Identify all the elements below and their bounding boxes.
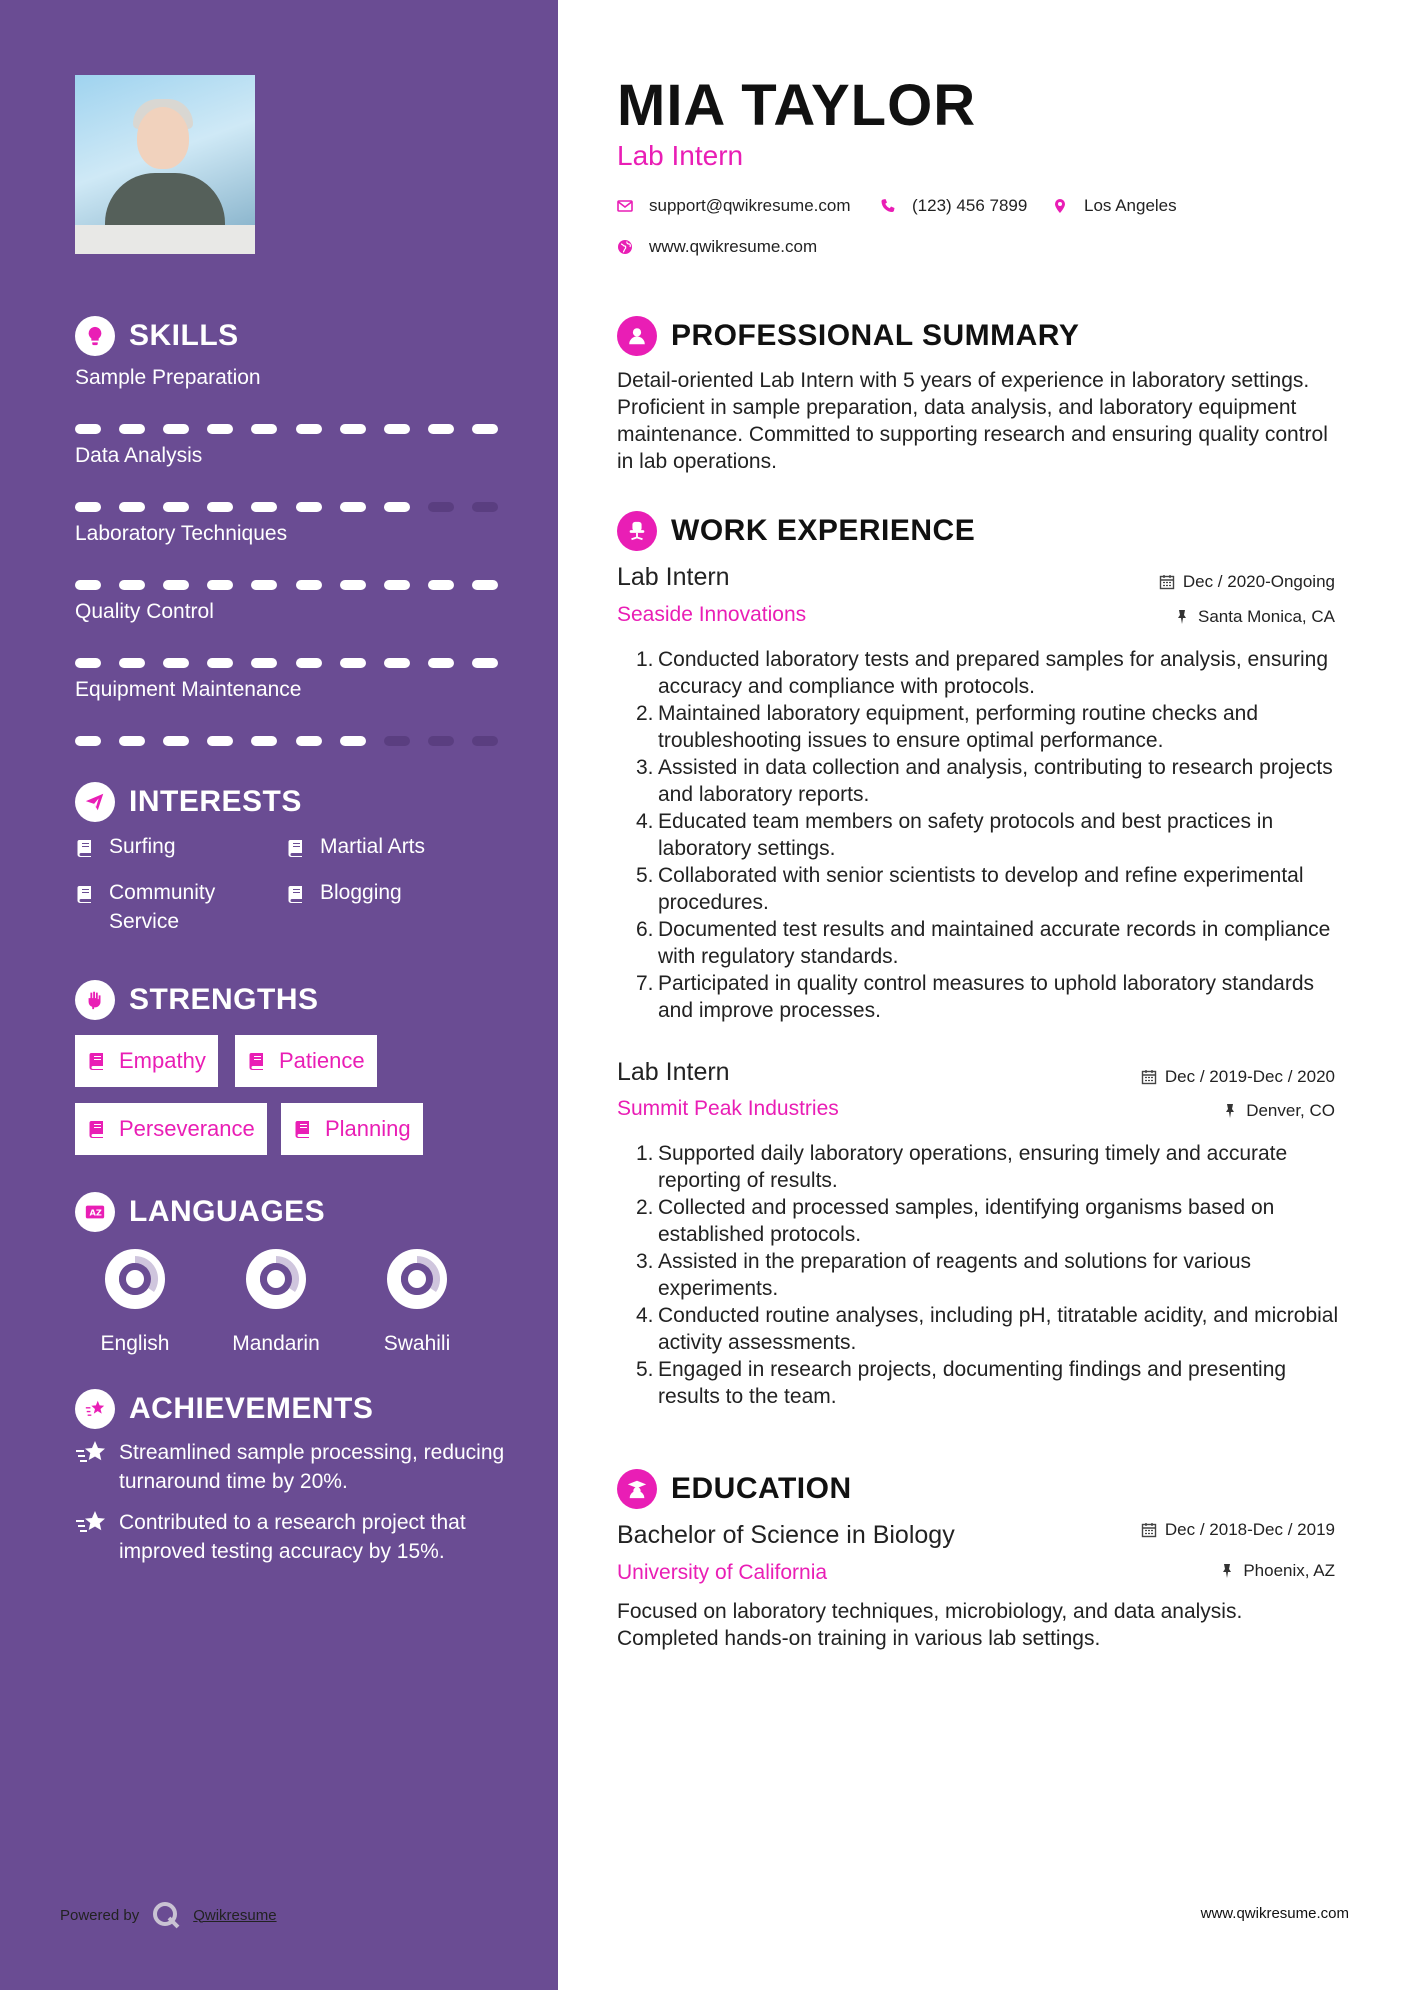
language-item: English — [75, 1248, 195, 1356]
skill-level-bar — [75, 424, 498, 434]
book-icon — [293, 1119, 313, 1139]
skill-level-dash — [296, 580, 322, 590]
skill-level-dash — [428, 424, 454, 434]
skill-level-dash — [207, 502, 233, 512]
globe-icon — [617, 239, 633, 255]
job-bullet: 5. Collaborated with senior scientists to develop and refine experimental procedures. — [636, 864, 1304, 914]
skill-level-dash — [384, 736, 410, 746]
skill-level-dash — [119, 580, 145, 590]
user-icon — [617, 316, 657, 356]
achievement-item: Streamlined sample processing, reducing turnaround time by 20%. — [75, 1438, 505, 1496]
job-bullet: 4. Conducted routine analyses, including pH, titratable acidity, and microbial activity assessments. — [636, 1304, 1339, 1354]
job-bullet: 2. Maintained laboratory equipment, performing routine checks and troubleshooting issues to ensure optimal performance. — [636, 702, 1259, 752]
profile-photo — [75, 75, 255, 254]
job-bullet: 6. Documented test results and maintained accurate records in compliance with regulatory standards. — [636, 918, 1331, 968]
skill-item: Laboratory Techniques — [75, 522, 498, 590]
interest-item: Blogging — [286, 878, 496, 912]
achievements-heading: ACHIEVEMENTS — [75, 1389, 373, 1429]
education-location: Phoenix, AZ — [1219, 1561, 1335, 1581]
strength-badge: Patience — [235, 1035, 377, 1087]
envelope-icon — [617, 198, 633, 214]
skill-level-dash — [428, 658, 454, 668]
book-icon — [87, 1051, 107, 1071]
language-item: Mandarin — [216, 1248, 336, 1356]
degree-title: Bachelor of Science in Biology — [617, 1521, 955, 1549]
skill-level-dash — [163, 736, 189, 746]
skill-level-dash — [340, 658, 366, 668]
skill-level-dash — [472, 658, 498, 668]
skill-level-dash — [75, 580, 101, 590]
strength-badge: Planning — [281, 1103, 423, 1155]
job-bullet: 7. Participated in quality control measures to uphold laboratory standards and improve processes. — [636, 972, 1315, 1022]
skill-level-dash — [207, 658, 233, 668]
strength-badge: Empathy — [75, 1035, 218, 1087]
email-contact[interactable]: support@qwikresume.com — [617, 196, 851, 216]
languages-heading: A Z LANGUAGES — [75, 1192, 325, 1232]
job-dates: Dec / 2020-Ongoing — [1159, 572, 1335, 592]
job-location: Santa Monica, CA — [1174, 607, 1335, 627]
skill-level-dash — [75, 658, 101, 668]
skill-level-dash — [119, 658, 145, 668]
phone-icon — [880, 198, 896, 214]
language-item: Swahili — [357, 1248, 477, 1356]
skill-level-dash — [75, 736, 101, 746]
skill-level-dash — [340, 502, 366, 512]
skill-level-dash — [384, 580, 410, 590]
summary-text: Detail-oriented Lab Intern with 5 years of experience in laboratory settings. Proficient in sample preparation, data analysis, and laboratory equipment maintenance. Committed to supporting research and ensuring quality control in lab operations. — [617, 369, 1328, 473]
education-text: Focused on laboratory techniques, microbiology, and data analysis. Completed hands-on training in various lab settings. — [617, 1600, 1243, 1650]
office-chair-icon — [617, 511, 657, 551]
job-dates: Dec / 2019-Dec / 2020 — [1141, 1067, 1335, 1087]
calendar-icon — [1159, 574, 1175, 590]
job-bullet: 1. Conducted laboratory tests and prepared samples for analysis, ensuring accuracy and compliance with protocols. — [636, 648, 1329, 698]
achievement-item: Contributed to a research project that improved testing accuracy by 15%. — [75, 1508, 505, 1566]
skill-level-dash — [296, 502, 322, 512]
shooting-star-icon — [75, 1440, 107, 1496]
location-contact: Los Angeles — [1052, 196, 1177, 216]
skill-level-dash — [207, 424, 233, 434]
skill-level-dash — [296, 736, 322, 746]
skill-level-dash — [163, 502, 189, 512]
footer-website-link[interactable]: www.qwikresume.com — [1200, 1905, 1349, 1922]
skill-level-dash — [472, 736, 498, 746]
skill-level-dash — [207, 736, 233, 746]
skill-level-dash — [251, 736, 277, 746]
shooting-star-icon — [75, 1510, 107, 1566]
qwikresume-link[interactable]: Qwikresume — [193, 1906, 277, 1924]
svg-text:Z: Z — [95, 1207, 103, 1218]
skill-level-dash — [384, 502, 410, 512]
experience-heading: WORK EXPERIENCE — [617, 511, 975, 551]
job-bullet: 4. Educated team members on safety protocols and best practices in laboratory settings. — [636, 810, 1274, 860]
interest-item: Martial Arts — [286, 832, 496, 866]
job-bullets — [636, 1140, 1346, 1410]
skill-level-dash — [472, 424, 498, 434]
job-bullet: 3. Assisted in the preparation of reagents and solutions for various experiments. — [636, 1250, 1252, 1300]
skill-item: Quality Control — [75, 600, 498, 668]
skill-level-dash — [472, 580, 498, 590]
skill-item: Equipment Maintenance — [75, 678, 498, 746]
job-location: Denver, CO — [1222, 1101, 1335, 1121]
skill-level-bar — [75, 736, 498, 746]
job-title: Lab Intern — [617, 1058, 730, 1086]
job-bullet: 2. Collected and processed samples, identifying organisms based on established protocols. — [636, 1196, 1275, 1246]
svg-text:A: A — [89, 1207, 97, 1218]
school-name: University of California — [617, 1561, 828, 1584]
job-bullets — [636, 646, 1346, 1024]
skill-item: Sample Preparation — [75, 366, 498, 434]
strengths-heading: STRENGTHS — [75, 980, 319, 1020]
job-bullet: 5. Engaged in research projects, documenting findings and presenting results to the team. — [636, 1358, 1287, 1408]
skill-level-dash — [251, 502, 277, 512]
skill-level-dash — [340, 424, 366, 434]
strength-badge: Perseverance — [75, 1103, 267, 1155]
skill-item: Data Analysis — [75, 444, 498, 512]
skill-level-dash — [119, 502, 145, 512]
book-icon — [286, 837, 306, 866]
calendar-icon — [1141, 1069, 1157, 1085]
company-name: Seaside Innovations — [617, 603, 807, 626]
shooting-star-icon — [75, 1389, 115, 1429]
skill-level-dash — [251, 580, 277, 590]
qwikresume-logo-icon — [151, 1900, 181, 1930]
skill-level-dash — [119, 736, 145, 746]
book-icon — [75, 837, 95, 866]
skill-level-dash — [340, 580, 366, 590]
job-title: Lab Intern — [617, 563, 730, 591]
calendar-icon — [1141, 1522, 1157, 1538]
graduate-icon — [617, 1469, 657, 1509]
candidate-name: MIA TAYLOR — [617, 73, 977, 138]
skill-level-dash — [163, 658, 189, 668]
interests-heading: INTERESTS — [75, 782, 302, 822]
book-icon — [75, 883, 95, 936]
map-pin-icon — [1052, 198, 1068, 214]
language-proficiency-ring — [245, 1248, 307, 1310]
education-heading: EDUCATION — [617, 1469, 852, 1509]
skill-level-dash — [296, 424, 322, 434]
fist-icon — [75, 980, 115, 1020]
skill-level-bar — [75, 658, 498, 668]
book-icon — [286, 883, 306, 912]
pushpin-icon — [1222, 1103, 1238, 1119]
job-bullet: 1. Supported daily laboratory operations, ensuring timely and accurate reporting of results. — [636, 1142, 1288, 1192]
interest-item: Community Service — [75, 878, 235, 936]
skill-level-dash — [428, 736, 454, 746]
candidate-role: Lab Intern — [617, 140, 744, 171]
skill-level-dash — [472, 502, 498, 512]
skill-level-dash — [384, 658, 410, 668]
skills-heading: SKILLS — [75, 316, 239, 356]
lightbulb-icon — [75, 316, 115, 356]
skill-level-bar — [75, 580, 498, 590]
skill-level-dash — [428, 580, 454, 590]
skill-level-dash — [163, 424, 189, 434]
skill-level-dash — [75, 502, 101, 512]
sidebar — [0, 0, 558, 1990]
skill-level-dash — [340, 736, 366, 746]
summary-heading: PROFESSIONAL SUMMARY — [617, 316, 1079, 356]
company-name: Summit Peak Industries — [617, 1097, 839, 1120]
skill-level-dash — [428, 502, 454, 512]
skill-level-bar — [75, 502, 498, 512]
pushpin-icon — [1219, 1563, 1235, 1579]
book-icon — [87, 1119, 107, 1139]
pushpin-icon — [1174, 609, 1190, 625]
book-icon — [247, 1051, 267, 1071]
skill-level-dash — [75, 424, 101, 434]
paper-plane-icon — [75, 782, 115, 822]
interest-item: Surfing — [75, 832, 265, 866]
skill-level-dash — [251, 424, 277, 434]
skill-level-dash — [207, 580, 233, 590]
translate-icon — [75, 1192, 115, 1232]
skill-level-dash — [163, 580, 189, 590]
language-proficiency-ring — [386, 1248, 448, 1310]
education-dates: Dec / 2018-Dec / 2019 — [1141, 1520, 1335, 1540]
skill-level-dash — [251, 658, 277, 668]
skill-level-dash — [384, 424, 410, 434]
job-bullet: 3. Assisted in data collection and analysis, contributing to research projects and laboratory reports. — [636, 756, 1333, 806]
skill-level-dash — [296, 658, 322, 668]
language-proficiency-ring — [104, 1248, 166, 1310]
skill-level-dash — [119, 424, 145, 434]
phone-contact[interactable]: (123) 456 7899 — [880, 196, 1027, 216]
powered-by: Powered by Qwikresume — [60, 1900, 277, 1930]
website-contact[interactable]: www.qwikresume.com — [617, 237, 817, 257]
